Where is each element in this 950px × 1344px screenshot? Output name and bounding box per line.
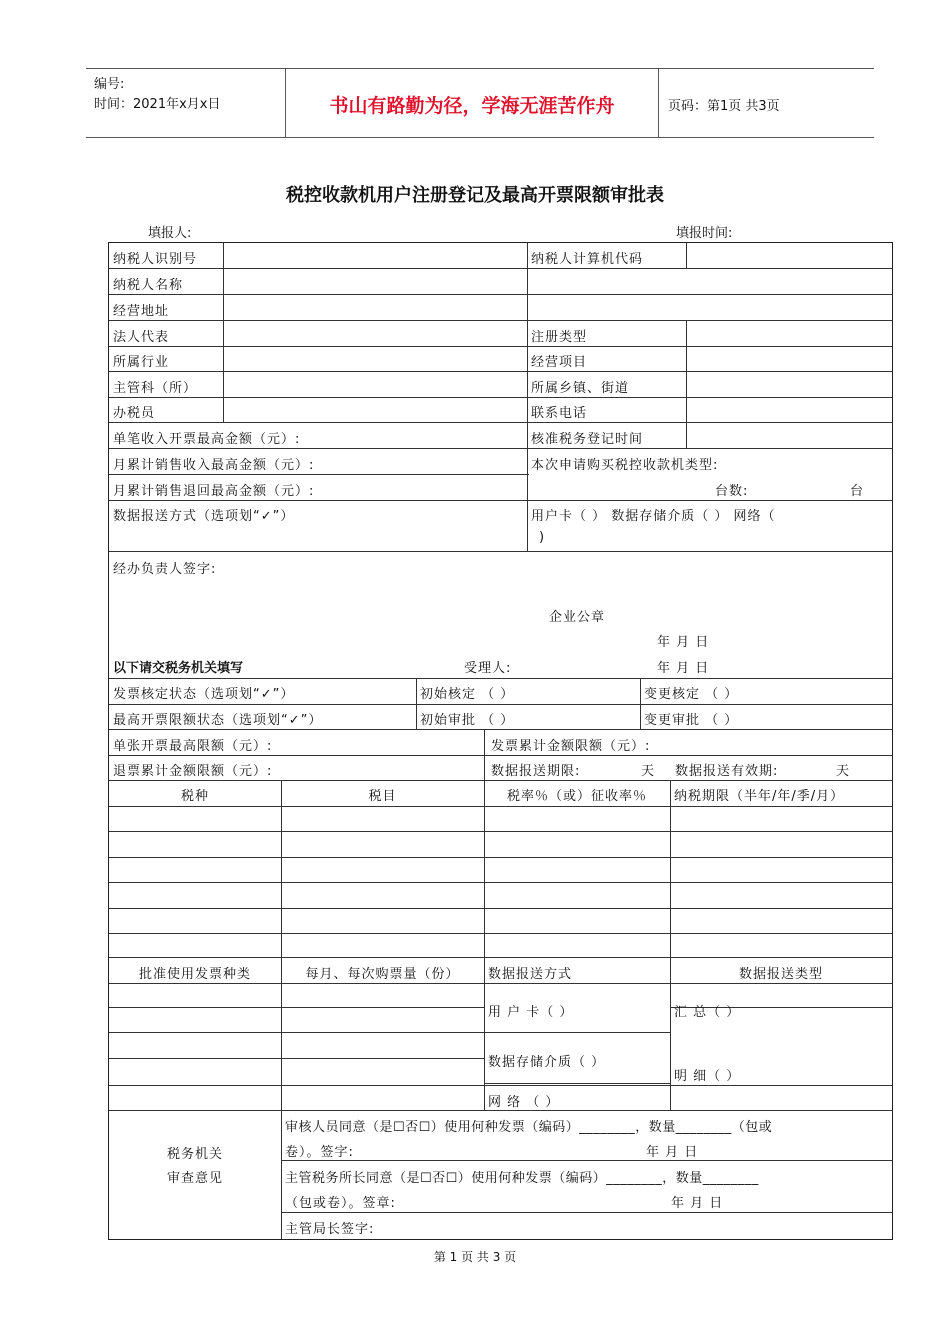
- review-opinion-label: 审查意见: [166, 1171, 223, 1186]
- single-limit-label: 单张开票最高限额（元）:: [113, 739, 273, 754]
- col-rate: 税率％（或）征收率％: [506, 789, 647, 804]
- storage-media-option: 数据存储介质（ ）: [488, 1055, 606, 1070]
- monthly-return-label: 月累计销售退回最高金额（元）:: [113, 484, 315, 499]
- phone-label: 联系电话: [531, 406, 588, 421]
- doc-code-label: 编号:: [94, 77, 125, 92]
- fill-time-label: 填报时间:: [676, 226, 733, 241]
- page-indicator: 页码：第1页 共3页: [668, 99, 780, 114]
- reg-type-label: 注册类型: [531, 330, 588, 345]
- tax-section-heading: 以下请交税务机关填写: [113, 661, 244, 676]
- computer-code-label: 纳税人计算机代码: [531, 252, 644, 267]
- col-period: 纳税期限（半年/年/季/月）: [674, 789, 845, 804]
- registration-form: [108, 242, 893, 1240]
- filler-label: 填报人:: [148, 226, 192, 241]
- date-line: 年 月 日: [657, 635, 710, 650]
- report-period-label: 数据报送期限:: [491, 764, 581, 779]
- director-sign-label: （包或卷）。签章:: [285, 1196, 396, 1211]
- days-label: 天: [836, 764, 851, 779]
- header-divider: [658, 69, 659, 137]
- manager-sign-label: 经办负责人签字:: [113, 562, 217, 577]
- monthly-qty-header: 每月、每次购票量（份）: [305, 967, 460, 982]
- taxpayer-id-label: 纳税人识别号: [113, 252, 198, 267]
- reviewer-consent-line: 审核人员同意（是☐否☐）使用何种发票（编码）________，数量________（包或: [285, 1120, 773, 1135]
- tax-office-label: 税务机关: [166, 1147, 223, 1162]
- report-method-header: 数据报送方式: [488, 967, 573, 982]
- init-approve-option: 初始审批 （ ）: [420, 713, 515, 728]
- form-title: 税控收款机用户注册登记及最高开票限额审批表: [286, 185, 664, 206]
- clerk-label: 办税员: [113, 406, 156, 421]
- director-consent-line: 主管税务所长同意（是☐否☐）使用何种发票（编码）________，数量________: [285, 1171, 759, 1186]
- max-limit-status-label: 最高开票限额状态（选项划“✓”）: [113, 713, 323, 728]
- taxpayer-name-label: 纳税人名称: [113, 278, 184, 293]
- header-motto: 书山有路勤为径，学海无涯苦作舟: [329, 95, 615, 117]
- legal-rep-label: 法人代表: [113, 330, 170, 345]
- town-label: 所属乡镇、街道: [531, 381, 630, 396]
- industry-label: 所属行业: [113, 355, 170, 370]
- single-max-label: 单笔收入开票最高金额（元）:: [113, 432, 301, 447]
- doc-time-label: 时间：2021年x月x日: [94, 97, 221, 112]
- approved-invoice-header: 批准使用发票种类: [138, 967, 251, 982]
- receiver-label: 受理人:: [464, 661, 512, 676]
- business-items-label: 经营项目: [531, 355, 588, 370]
- monthly-sales-label: 月累计销售收入最高金额（元）:: [113, 458, 315, 473]
- invoice-status-label: 发票核定状态（选项划“✓”）: [113, 687, 295, 702]
- network-option: 网 络 （ ）: [488, 1095, 560, 1110]
- init-verify-option: 初始核定 （ ）: [420, 687, 515, 702]
- report-options: 用户卡（ ） 数据存储介质（ ） 网络（: [531, 509, 776, 524]
- date-line: 年 月 日: [657, 661, 710, 676]
- summary-option: 汇 总（ ）: [674, 1005, 741, 1020]
- document-header: [86, 68, 874, 138]
- report-type-header: 数据报送类型: [738, 967, 823, 982]
- dept-label: 主管科（所）: [113, 381, 198, 396]
- col-tax-item: 税目: [368, 789, 397, 804]
- report-method-label: 数据报送方式（选项划“✓”）: [113, 509, 295, 524]
- change-verify-option: 变更核定 （ ）: [644, 687, 739, 702]
- col-tax-type: 税种: [180, 789, 209, 804]
- invoice-total-limit-label: 发票累计金额限额（元）:: [491, 739, 651, 754]
- reviewer-sign-label: 卷）。签字:: [285, 1145, 354, 1160]
- change-approve-option: 变更审批 （ ）: [644, 713, 739, 728]
- detail-option: 明 细（ ）: [674, 1069, 741, 1084]
- user-card-option: 用 户 卡（ ）: [488, 1005, 574, 1020]
- director-date: 年 月 日: [671, 1196, 724, 1211]
- days-label: 天: [641, 764, 656, 779]
- return-total-limit-label: 退票累计金额限额（元）:: [113, 764, 273, 779]
- unit-label: 台: [850, 484, 865, 499]
- page-footer: 第 1 页 共 3 页: [433, 1250, 517, 1264]
- purchase-type-label: 本次申请购买税控收款机类型:: [531, 458, 719, 473]
- address-label: 经营地址: [113, 304, 170, 319]
- reviewer-date: 年 月 日: [646, 1145, 699, 1160]
- bureau-sign-label: 主管局长签字:: [285, 1222, 375, 1237]
- company-seal-label: 企业公章: [549, 610, 606, 625]
- report-valid-label: 数据报送有效期:: [675, 764, 779, 779]
- verify-time-label: 核准税务登记时间: [531, 432, 644, 447]
- report-options-end: ): [539, 530, 546, 545]
- units-label: 台数:: [715, 484, 749, 499]
